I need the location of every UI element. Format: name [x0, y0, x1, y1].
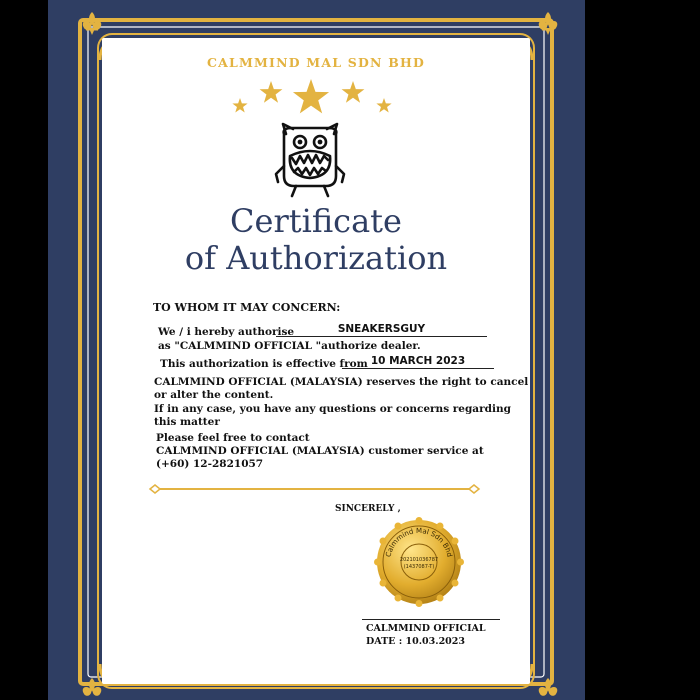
gold-seal-icon [374, 517, 464, 607]
seal-registration: 202101036787 [399, 557, 439, 563]
company-name: CALMMIND MAL SDN BHD [206, 55, 426, 70]
effective-date: 10 MARCH 2023 [370, 355, 466, 367]
certificate-title: Certificate [230, 202, 402, 240]
body-line: CALMMIND OFFICIAL (MALAYSIA) customer service at [156, 445, 484, 457]
star-icon [232, 98, 247, 112]
signatory-name: CALMMIND OFFICIAL [366, 623, 486, 634]
dealer-name-underline [276, 336, 487, 337]
signature-date: DATE : 10.03.2023 [366, 636, 466, 647]
effective-date-underline [342, 368, 494, 369]
dealer-name: SNEAKERSGUY [337, 323, 426, 335]
body-line: or alter the content. [154, 389, 274, 401]
authorise-suffix: as "CALMMIND OFFICIAL "authorize dealer. [158, 340, 421, 352]
star-icon [376, 98, 391, 112]
seal-company-text: Calmmind Mal Sdn Bhd [384, 526, 454, 558]
salutation: TO WHOM IT MAY CONCERN: [153, 301, 341, 314]
effective-prefix: This authorization is effective from [160, 358, 368, 370]
monster-mascot-icon [268, 120, 352, 200]
star-icon [260, 81, 283, 103]
star-icon [293, 79, 329, 113]
seal-registration-code: (1437087-T) [403, 564, 435, 570]
signature-line [362, 619, 500, 620]
body-line: this matter [154, 416, 220, 428]
body-line: Please feel free to contact [156, 432, 310, 444]
contact-phone: (+60) 12-2821057 [156, 458, 264, 470]
certificate-subtitle: of Authorization [184, 239, 448, 277]
body-line: If in any case, you have any questions or concerns regarding [154, 403, 511, 415]
closing: SINCERELY , [335, 504, 401, 514]
authorise-prefix: We / i hereby authorise [158, 326, 295, 338]
star-icon [342, 81, 365, 103]
body-line: CALMMIND OFFICIAL (MALAYSIA) reserves the right to cancel [154, 376, 529, 388]
